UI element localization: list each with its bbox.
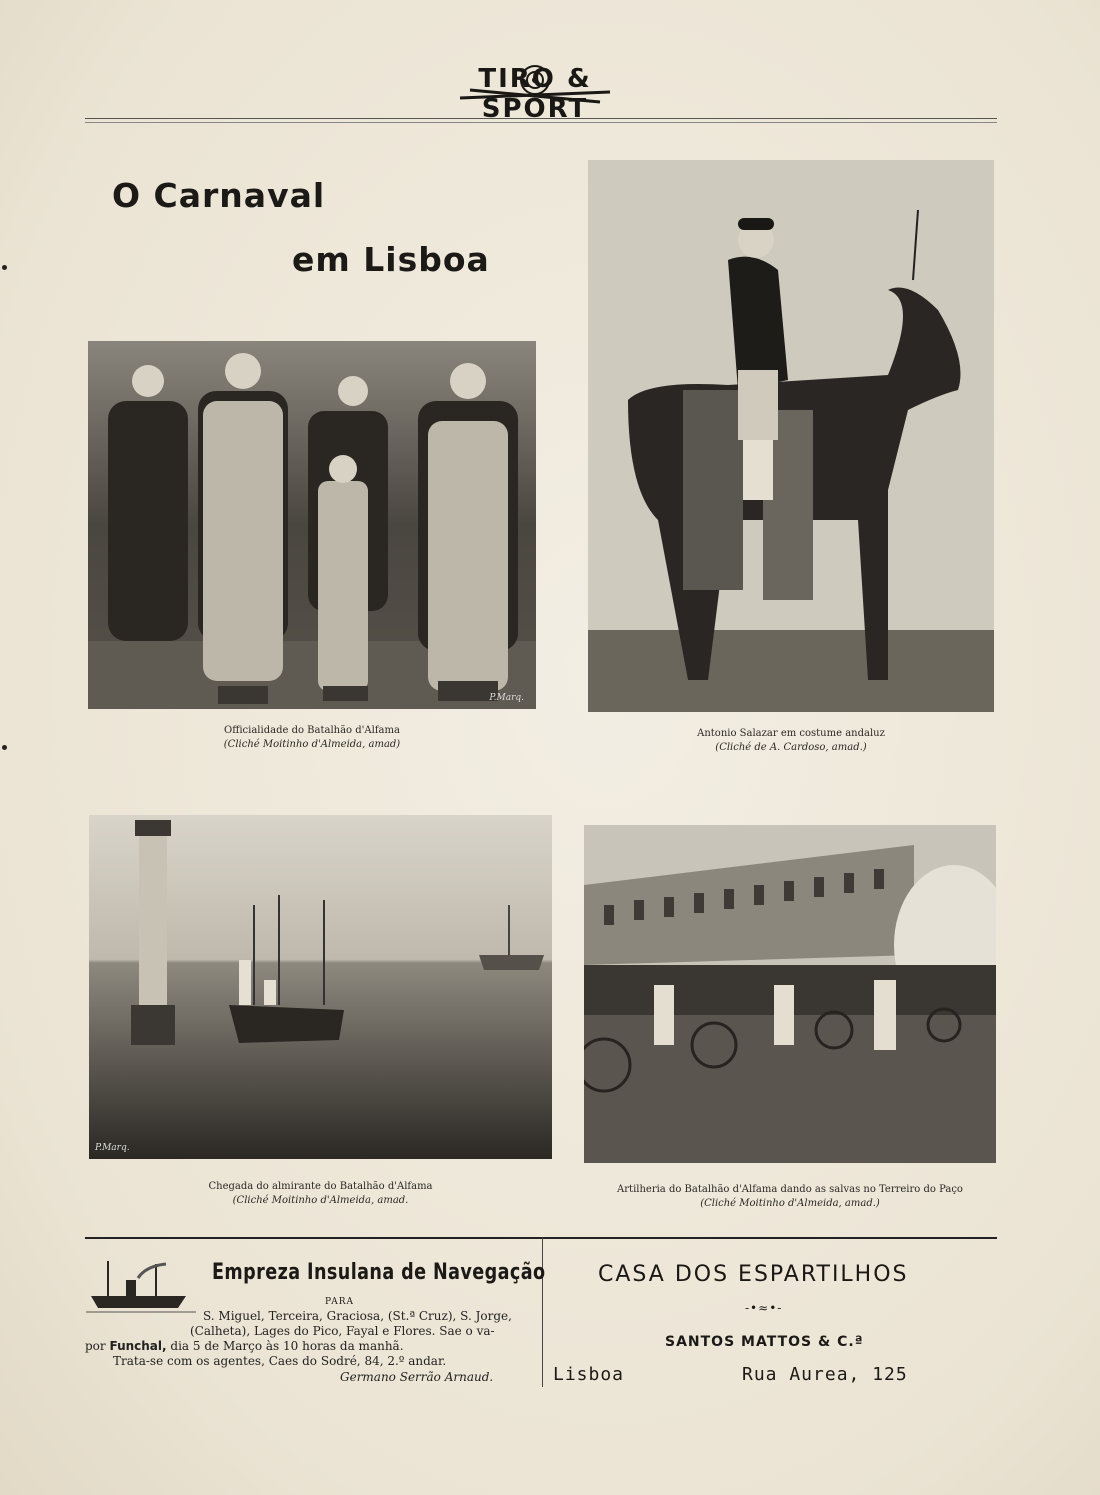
caption-credit: (Cliché Moitinho d'Almeida, amad.) <box>700 1198 880 1209</box>
ad-line: (Calheta), Lages do Pico, Fayal e Flores. Sae o va- <box>190 1324 495 1338</box>
caption-text: Officialidade do Batalhão d'Alfama <box>224 725 400 736</box>
article-title-line1: O Carnaval <box>112 176 326 215</box>
photographer-signature: P.Marq. <box>489 693 524 703</box>
ad-shop-city: Lisboa <box>553 1364 625 1385</box>
binding-hole <box>2 745 7 750</box>
photo-horseman-andalusian-costume <box>588 160 994 712</box>
caption-credit: (Cliché Moitinho d'Almeida, amad) <box>223 739 401 750</box>
caption-credit: (Cliché de A. Cardoso, amad.) <box>715 742 867 753</box>
ad-line-rest: dia 5 de Março às 10 horas da manhã. <box>166 1339 404 1353</box>
ad-signature: Germano Serrão Arnaud. <box>340 1370 494 1384</box>
header-divider <box>85 122 997 123</box>
header-divider <box>85 118 997 119</box>
ads-divider <box>85 1237 997 1239</box>
photo-caption <box>89 1180 552 1208</box>
caption-text: Antonio Salazar em costume andaluz <box>697 728 885 739</box>
photo-battalion-officers <box>88 341 536 709</box>
binding-hole <box>2 265 7 270</box>
ad-para-label: PARA <box>325 1297 355 1307</box>
caption-text: Chegada do almirante do Batalhão d'Alfama <box>208 1181 433 1192</box>
caption-credit: (Cliché Moitinho d'Almeida, amad. <box>232 1195 409 1206</box>
ship-name: Funchal, <box>109 1339 167 1353</box>
photo-caption <box>588 727 994 755</box>
photo-admiral-arrival-boat <box>89 815 552 1159</box>
ad-shop-company: SANTOS MATTOS & C.ª <box>665 1334 864 1350</box>
photo-artillery-salute <box>584 825 996 1163</box>
ad-line-prefix: por <box>85 1339 110 1353</box>
masthead-title: TIRO & SPORT <box>478 64 592 124</box>
photo-caption <box>88 724 536 752</box>
ad-shop-address: Rua Aurea, 125 <box>742 1364 908 1385</box>
ad-line: Trata-se com os agentes, Caes do Sodré, 84, 2.º andar. <box>113 1354 447 1368</box>
caption-text: Artilheria do Batalhão d'Alfama dando as salvas no Terreiro do Paço <box>617 1184 963 1195</box>
steamship-icon <box>86 1256 196 1316</box>
ad-shop-title: CASA DOS ESPARTILHOS <box>598 1262 909 1287</box>
ad-line <box>85 1339 404 1354</box>
photo-caption <box>584 1183 996 1211</box>
masthead-logo <box>440 58 630 124</box>
ad-company-title: Empreza Insulana de Navegação <box>212 1260 546 1285</box>
article-title-line2: em Lisboa <box>292 240 490 279</box>
ornament-divider: -•≈•- <box>745 1301 783 1315</box>
ad-line: S. Miguel, Terceira, Graciosa, (St.ª Cruz), S. Jorge, <box>203 1309 512 1323</box>
photographer-signature: P.Marq. <box>95 1143 130 1153</box>
